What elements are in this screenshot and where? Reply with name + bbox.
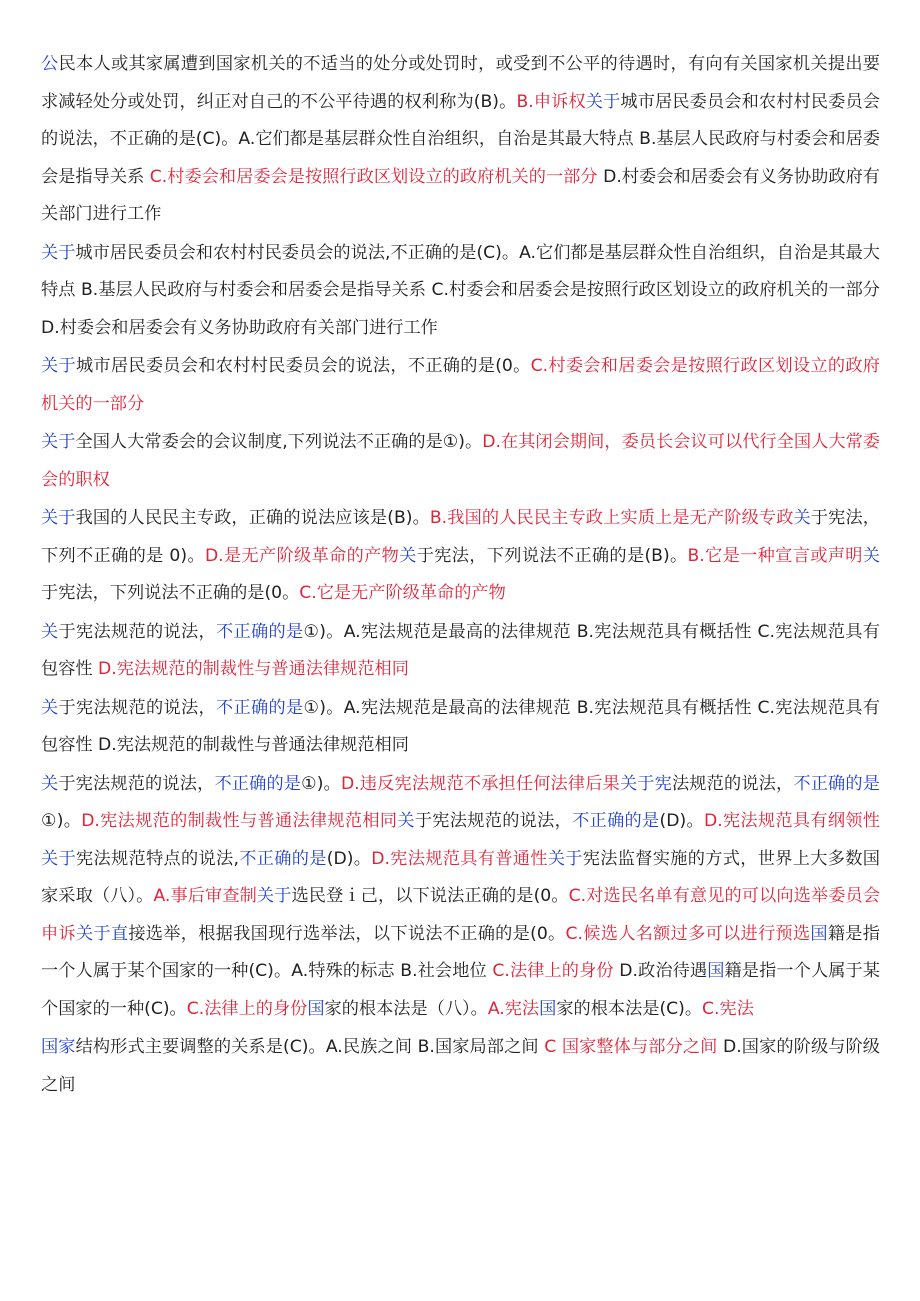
keyword-text: 关于宪 bbox=[619, 773, 672, 794]
question-text: 籍是指一个人属于某个国家的一种(C)。 bbox=[41, 961, 880, 1019]
question-text: 家的根本法是（八）。 bbox=[324, 998, 488, 1019]
question-text: 于宪法规范的说法， bbox=[58, 621, 216, 642]
answer-text: D.是无产阶级革命的产物 bbox=[204, 545, 400, 566]
question-text: D.政治待遇 bbox=[613, 961, 708, 981]
question-text: 选民登ｉ己，以下说法正确的是(0。 bbox=[291, 886, 569, 906]
question-text: 城市居民委员会和农村村民委员会的说法，不正确的是(0。 bbox=[75, 356, 531, 376]
question-text: 于宪法，下列说法不正确的是(B)。 bbox=[416, 545, 688, 566]
question-text: 宪法规范特点的说法, bbox=[76, 848, 239, 869]
keyword-text: 关 bbox=[399, 545, 417, 566]
keyword-text: 关于 bbox=[41, 508, 76, 528]
keyword-text: 公 bbox=[41, 54, 59, 74]
answer-text: C.它是无产阶级革命的产物 bbox=[299, 583, 506, 603]
keyword-text: 国 bbox=[810, 923, 828, 944]
keyword-text: 关于 bbox=[256, 886, 292, 906]
question-text: 城市居民委员会和农村村民委员会的说法,不正确的是(C)。A.它们都是基层群众性自治组织，自治是其最大特点 B.基层人民政府与村委会和居委会是指导关系 C.村委会和居委会是按照行政区划设立的政府机关的一部分 D.村委会和居委会有义务协助政府有关部门进行工作 bbox=[41, 242, 880, 338]
question-paragraph bbox=[41, 424, 880, 499]
answer-text: C.村委会和居委会是按照行政区划设立的政府机关的一部分 bbox=[41, 356, 880, 414]
keyword-text: 关于直 bbox=[75, 923, 129, 944]
keyword-text: 不正确的是 bbox=[572, 811, 660, 831]
keyword-text: 关 bbox=[41, 697, 59, 718]
keyword-text: 不正确的是 bbox=[238, 848, 327, 869]
keyword-text: 国家 bbox=[41, 1037, 76, 1057]
question-text: ①)。 bbox=[41, 811, 82, 831]
question-text: 全国人大常委会的会议制度,下列说法不正确的是①)。 bbox=[75, 432, 483, 452]
question-text: 民本人或其家属遭到国家机关的不适当的处分或处罚时，或受到不公平的待遇时，有向有关国家机关提出要求减轻处分或处罚，纠正对自己的不公平待遇的权利称为(B)。 bbox=[41, 54, 880, 112]
question-text: ①)。A.宪法规范是最高的法律规范 B.宪法规范具有概括性 C.宪法规范具有包容性 bbox=[41, 621, 880, 679]
keyword-text: 关 bbox=[862, 545, 880, 566]
keyword-text: 关 bbox=[793, 508, 811, 528]
answer-text: A.宪法 bbox=[487, 998, 540, 1019]
keyword-text: 国 bbox=[307, 998, 325, 1019]
keyword-text: 不正确的是 bbox=[214, 773, 302, 794]
answer-text: A.事后审查制 bbox=[153, 886, 257, 906]
answer-text: D.宪法规范的制裁性与普通法律规范相同 bbox=[98, 659, 409, 679]
question-text: 家的根本法是(C)。 bbox=[556, 998, 703, 1019]
question-paragraph bbox=[41, 766, 880, 1029]
question-text: 城市居民委员会和农村村民委员会的说法，不正确的是(C)。A.它们都是基层群众性自治组织，自治是其最大特点 B.基层人民政府与村委会和居委会是指导关系 bbox=[41, 91, 880, 187]
question-text: (D)。 bbox=[659, 811, 704, 831]
question-text: 宪法监督实施的方式，世界上大多数国家采取（八）。 bbox=[41, 848, 880, 906]
keyword-text: 关于 bbox=[547, 848, 583, 869]
answer-text: C.宪法 bbox=[702, 998, 754, 1019]
question-text: ①)。 bbox=[301, 773, 341, 794]
question-text: 法规范的说法， bbox=[671, 773, 794, 794]
answer-text: B.它是一种宣言或声明 bbox=[687, 545, 863, 566]
keyword-text: 关于 bbox=[585, 91, 621, 112]
question-text: 我国的人民民主专政，正确的说法应该是(B)。 bbox=[75, 508, 430, 528]
question-text: 于宪法，下列说法不正确的是(0。 bbox=[41, 583, 300, 603]
question-paragraph bbox=[41, 614, 880, 689]
question-text: 于宪法规范的说法， bbox=[414, 811, 573, 831]
question-text: 接选举，根据我国现行选举法，以下说法不正确的是(0。 bbox=[128, 923, 566, 944]
question-text: (D)。 bbox=[326, 848, 372, 869]
keyword-text: 不正确的是 bbox=[793, 773, 880, 794]
keyword-text: 不正确的是 bbox=[215, 697, 304, 718]
keyword-text: 关 bbox=[41, 773, 59, 794]
answer-text: D.宪法规范具有纲领性 bbox=[703, 811, 880, 831]
keyword-text: 不正确的是 bbox=[215, 621, 304, 642]
answer-text: C 国家整体与部分之间 bbox=[544, 1037, 718, 1057]
keyword-text: 关于 bbox=[41, 356, 76, 376]
question-paragraph bbox=[41, 348, 880, 423]
answer-text: C.候选人名额过多可以进行预选 bbox=[565, 923, 811, 944]
keyword-text: 关 bbox=[397, 811, 415, 831]
answer-text: C.法律上的身份 bbox=[186, 998, 308, 1019]
question-text: 于宪法规范的说法， bbox=[58, 697, 216, 718]
answer-text: D.宪法规范具有普通性 bbox=[371, 848, 548, 869]
answer-text: B.申诉权 bbox=[516, 91, 586, 112]
question-text: 籍是指一个人属于某个国家的一种(C)。A.特殊的标志 B.社会地位 bbox=[41, 923, 880, 981]
answer-text: D.宪法规范的制裁性与普通法律规范相同 bbox=[81, 811, 398, 831]
answer-text: C.法律上的身份 bbox=[492, 961, 614, 981]
question-text: D.国家的阶级与阶级之间 bbox=[41, 1037, 880, 1095]
question-paragraph bbox=[41, 1029, 880, 1104]
answer-text: B.我国的人民民主专政上实质上是无产阶级专政 bbox=[429, 508, 794, 528]
keyword-text: 关于 bbox=[41, 242, 76, 263]
answer-text: D.违反宪法规范不承担任何法律后果 bbox=[340, 773, 620, 794]
question-text: 结构形式主要调整的关系是(C)。A.民族之间 B.国家局部之间 bbox=[75, 1037, 545, 1057]
keyword-text: 关于 bbox=[41, 432, 76, 452]
question-paragraph bbox=[41, 500, 880, 613]
answer-text: D.在其闭会期间，委员长会议可以代行全国人大常委会的职权 bbox=[41, 432, 880, 490]
answer-text: C.对选民名单有意见的可以向选举委员会申诉 bbox=[41, 886, 881, 944]
question-text: ①)。A.宪法规范是最高的法律规范 B.宪法规范具有概括性 C.宪法规范具有包容性 D.宪法规范的制裁性与普通法律规范相同 bbox=[41, 697, 880, 755]
keyword-text: 关于 bbox=[41, 848, 76, 869]
answer-text: C.村委会和居委会是按照行政区划设立的政府机关的一部分 bbox=[149, 166, 598, 187]
keyword-text: 关 bbox=[41, 621, 59, 642]
question-paragraph bbox=[41, 46, 880, 234]
question-paragraph bbox=[41, 690, 880, 765]
question-paragraph bbox=[41, 235, 880, 348]
question-text: 于宪法，下列不正确的是 0)。 bbox=[41, 508, 880, 566]
keyword-text: 国 bbox=[707, 961, 725, 981]
question-text: 于宪法规范的说法， bbox=[58, 773, 215, 794]
keyword-text: 国 bbox=[539, 998, 557, 1019]
question-text: D.村委会和居委会有义务协助政府有关部门进行工作 bbox=[41, 166, 880, 224]
